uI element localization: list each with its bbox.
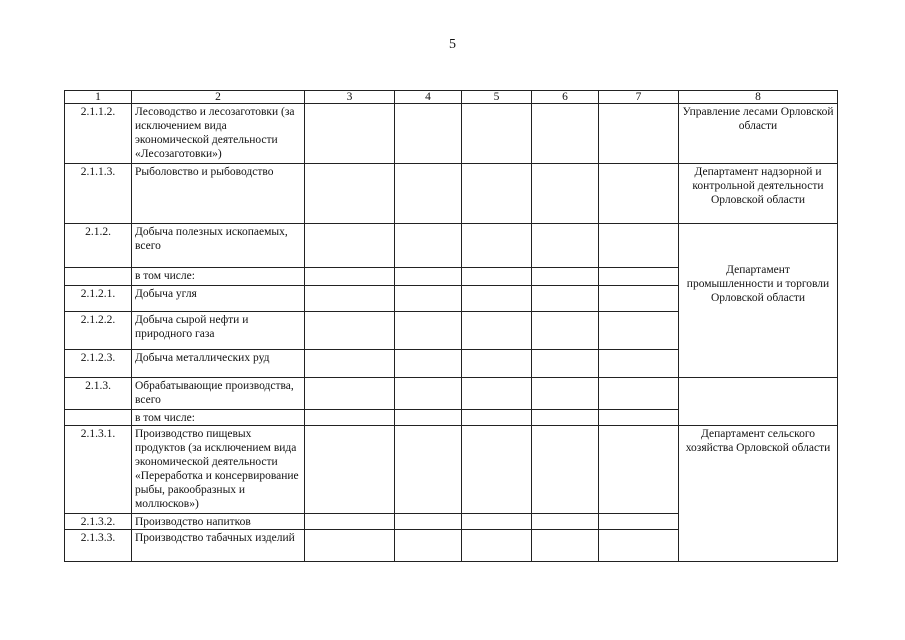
data-cell — [395, 104, 462, 164]
data-cell — [395, 312, 462, 350]
row-name: Рыболовство и рыбоводство — [132, 164, 305, 224]
data-cell — [532, 410, 599, 426]
data-cell — [532, 104, 599, 164]
data-cell — [462, 378, 532, 410]
header-cell: 2 — [132, 91, 305, 104]
data-cell — [305, 410, 395, 426]
data-cell — [599, 350, 679, 378]
data-cell — [462, 312, 532, 350]
data-cell — [462, 104, 532, 164]
data-cell — [532, 312, 599, 350]
data-cell — [305, 268, 395, 286]
department-cell: Департамент сельского хозяйства Орловской области — [679, 426, 838, 562]
row-number: 2.1.2.2. — [65, 312, 132, 350]
row-number: 2.1.2. — [65, 224, 132, 268]
data-cell — [599, 530, 679, 562]
data-cell — [599, 410, 679, 426]
row-number: 2.1.3.1. — [65, 426, 132, 514]
data-cell — [532, 224, 599, 268]
data-cell — [305, 286, 395, 312]
row-name: Добыча угля — [132, 286, 305, 312]
data-cell — [305, 350, 395, 378]
data-cell — [462, 426, 532, 514]
data-cell — [395, 530, 462, 562]
header-cell: 3 — [305, 91, 395, 104]
header-cell: 1 — [65, 91, 132, 104]
header-cell: 4 — [395, 91, 462, 104]
department-text: Департамент промышленности и торговли Орловской области — [686, 264, 830, 304]
data-cell — [532, 514, 599, 530]
data-cell — [462, 514, 532, 530]
data-cell — [305, 224, 395, 268]
row-name: в том числе: — [132, 410, 305, 426]
department-cell — [679, 378, 838, 426]
data-cell — [395, 164, 462, 224]
data-cell — [462, 286, 532, 312]
row-name: Добыча сырой нефти и природного газа — [132, 312, 305, 350]
data-cell — [462, 224, 532, 268]
page-number: 5 — [449, 37, 456, 52]
department-cell: Управление лесами Орловской области — [679, 104, 838, 164]
row-name: Добыча металлических руд — [132, 350, 305, 378]
row-number: 2.1.3.2. — [65, 514, 132, 530]
data-cell — [305, 426, 395, 514]
header-cell: 7 — [599, 91, 679, 104]
row-number: 2.1.1.3. — [65, 164, 132, 224]
data-cell — [462, 410, 532, 426]
data-cell — [599, 312, 679, 350]
data-cell — [532, 350, 599, 378]
data-cell — [305, 312, 395, 350]
data-cell — [599, 104, 679, 164]
data-cell — [599, 224, 679, 268]
data-cell — [532, 530, 599, 562]
data-cell — [599, 268, 679, 286]
data-cell — [305, 164, 395, 224]
data-cell — [532, 378, 599, 410]
header-cell: 6 — [532, 91, 599, 104]
row-number: 2.1.1.2. — [65, 104, 132, 164]
data-cell — [462, 268, 532, 286]
row-number: 2.1.3.3. — [65, 530, 132, 562]
table-row — [65, 224, 838, 268]
data-cell — [532, 268, 599, 286]
data-cell — [395, 286, 462, 312]
data-cell — [599, 378, 679, 410]
row-number: 2.1.3. — [65, 378, 132, 410]
data-cell — [599, 286, 679, 312]
data-cell — [599, 164, 679, 224]
row-name: в том числе: — [132, 268, 305, 286]
department-cell: Департамент надзорной и контрольной деятельности Орловской области — [679, 164, 838, 224]
table-row — [65, 426, 838, 514]
data-cell — [462, 530, 532, 562]
row-name: Лесоводство и лесозаготовки (за исключением вида экономической деятельности «Лесозаготовки») — [132, 104, 305, 164]
data-cell — [305, 530, 395, 562]
header-cell: 5 — [462, 91, 532, 104]
row-name: Производство пищевых продуктов (за исключением вида экономической деятельности «Переработка и консервирование рыбы, ракообразных и моллюсков») — [132, 426, 305, 514]
data-cell — [395, 426, 462, 514]
data-cell — [395, 378, 462, 410]
department-cell — [679, 224, 838, 378]
row-name: Добыча полезных ископаемых, всего — [132, 224, 305, 268]
data-cell — [395, 268, 462, 286]
data-cell — [305, 514, 395, 530]
data-cell — [395, 350, 462, 378]
data-cell — [462, 350, 532, 378]
row-number: 2.1.2.1. — [65, 286, 132, 312]
data-cell — [395, 224, 462, 268]
data-cell — [395, 410, 462, 426]
row-name: Обрабатывающие производства, всего — [132, 378, 305, 410]
row-number: 2.1.2.3. — [65, 350, 132, 378]
row-number — [65, 410, 132, 426]
table-row — [65, 164, 838, 224]
data-cell — [599, 426, 679, 514]
data-cell — [305, 104, 395, 164]
data-cell — [532, 426, 599, 514]
activity-table — [64, 90, 838, 562]
data-cell — [599, 514, 679, 530]
data-cell — [395, 514, 462, 530]
data-cell — [305, 378, 395, 410]
header-cell: 8 — [679, 91, 838, 104]
table-row — [65, 104, 838, 164]
table-row — [65, 378, 838, 410]
header-row — [65, 91, 838, 104]
data-cell — [532, 164, 599, 224]
row-name: Производство напитков — [132, 514, 305, 530]
data-cell — [532, 286, 599, 312]
data-cell — [462, 164, 532, 224]
row-name: Производство табачных изделий — [132, 530, 305, 562]
row-number — [65, 268, 132, 286]
